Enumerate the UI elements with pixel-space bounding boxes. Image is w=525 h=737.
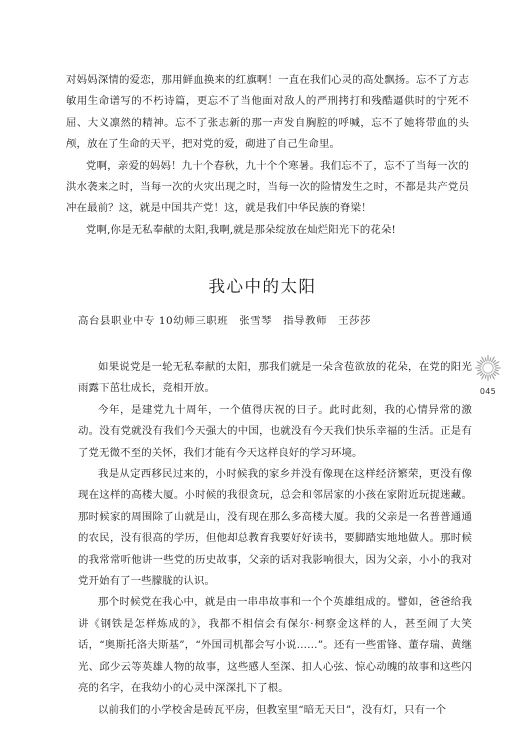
sun-rays-icon [475,355,501,381]
sun-ray [495,370,498,371]
sun-ray [492,357,495,362]
paragraph: 今年，是建党九十周年，一个值得庆祝的日子。此时此刻，我的心情异常的激动。没有党就没有我们今天强大的中国，也就没有今天我们快乐幸福的生活。正是有了党无微不至的关怀，我们才能有今天这样良好的学习环境。 [78,403,472,459]
sun-ray [482,374,485,379]
page-number: 045 [479,387,497,396]
article-body [78,357,472,721]
sun-ray [477,362,482,365]
sun-ray [494,372,499,375]
sun-ray [490,375,491,378]
paragraph: 那个时候党在我心中，就是由一串串故事和一个个英雄组成的。譬如，爸爸给我讲《钢铁是怎样炼成的》，我都不相信会有保尔·柯察金这样的人，甚至闹了大笑话，“奥斯托洛夫斯基”，“外国司机都会写小说……”。还有一些雷锋、董存瑞、黄继光、邱少云等英雄人物的故事，这些感人至深、扣人心弦、惊心动魄的故事和这些闪亮的名字，在我幼小的心灵中深深扎下了根。 [78,596,472,695]
article-title: 我心中的太阳 [208,277,317,296]
paragraph: 我是从定西移民过来的，小时候我的家乡并没有像现在这样经济繁荣，更没有像现在这样的高楼大厦。小时候的我很贪玩，总会和邻居家的小孩在家附近玩捉迷藏。那时候家的周围除了山就是山，没有现在那么多高楼大厦。我的父亲是一名普普通通的农民，没有很高的学历，但他却总教育我要好好读书，要脚踏实地地做人。那时候的我常常听他讲一些党的历史故事，父亲的话对我影响很大，因为父亲，小小的我对党开始有了一些朦胧的认识。 [78,468,472,588]
sun-ray [477,372,482,375]
paragraph: 党啊，亲爱的妈妈！九十个春秋，九十个个寒暑。我们忘不了，忘不了当每一次的洪水袭来之时，当每一次的火灾出现之时，当每一次的险情发生之时，不都是共产党员冲在最前？这，就是中国共产党！这，就是我们中华民族的脊梁！ [66,159,469,215]
previous-article-ending [66,70,469,241]
sun-ray [478,365,481,366]
sun-ray [495,365,498,366]
article-byline: 高台县职业中专 10幼师三职班 张雪琴 指导教师 王莎莎 [78,315,372,327]
paragraph: 以前我们的小学校舍是砖瓦平房，但教室里“暗无天日”，没有灯，只有一个 [98,703,447,716]
sun-ray [494,362,499,365]
sun-ray [481,373,483,375]
paragraph: 如果说党是一轮无私奉献的太阳，那我们就是一朵含苞欲放的花朵，在党的阳光雨露下茁壮成长，竞相开放。 [78,361,472,395]
sun-ray [493,373,495,375]
sun-ray [482,357,485,362]
sun-ray [490,358,491,361]
paragraph: 党啊,你是无私奉献的太阳,我啊,就是那朵绽放在灿烂阳光下的花朵! [86,223,396,236]
paragraph: 对妈妈深情的爱恋，那用鲜血换来的红旗啊！一直在我们心灵的高处飘扬。忘不了方志敏用生命谱写的不朽诗篇，更忘不了当他面对敌人的严刑拷打和残酷逼供时的宁死不屈、大义凛然的精神。忘不了张志新的那一声发自胸腔的呼喊，忘不了她将带血的头颅，放在了生命的天平，把对党的爱，砌进了自己生命里。 [66,74,469,151]
sun-ray [478,370,481,371]
sun-ray [481,361,483,363]
sun-ray [493,361,495,363]
sun-ray [485,358,486,361]
sun-ray [492,374,495,379]
sun-ray [485,375,486,378]
